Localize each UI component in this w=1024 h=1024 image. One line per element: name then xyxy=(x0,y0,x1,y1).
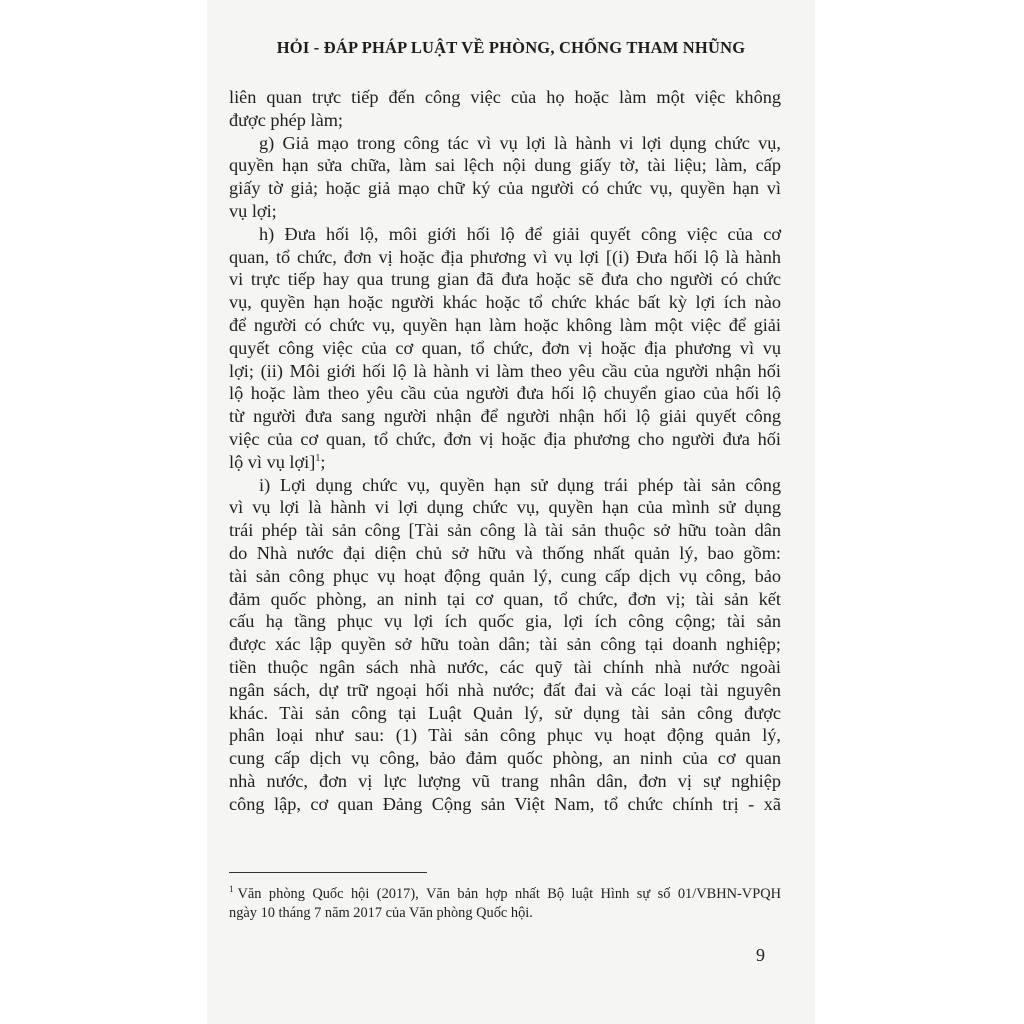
page-number: 9 xyxy=(756,945,765,965)
text-line: cấu hạ tầng phục vụ lợi ích quốc gia, lợi ích công cộng; tài sản xyxy=(229,611,781,632)
text-line: được phép làm; xyxy=(229,109,343,130)
text-line: quyền hạn sửa chữa, làm sai lệch nội dung giấy tờ, tài liệu; làm, cấp xyxy=(229,155,781,176)
text-line: ngân sách, dự trữ ngoại hối nhà nước; đất đai và các loại tài nguyên xyxy=(229,679,781,700)
text-line: từ người đưa sang người nhận để người nhận hối lộ giải quyết công xyxy=(229,406,781,427)
footnote-marker: 1 xyxy=(229,884,234,895)
text-line: tài sản công phục vụ hoạt động quản lý, cung cấp dịch vụ công, bảo xyxy=(229,565,781,586)
text-line xyxy=(229,451,781,474)
text-line: g) Giả mạo trong công tác vì vụ lợi là hành vi lợi dụng chức vụ, xyxy=(259,132,781,153)
text-line: liên quan trực tiếp đến công việc của họ hoặc làm một việc không xyxy=(229,87,781,107)
body-text xyxy=(229,86,781,816)
footnote-text: Văn phòng Quốc hội (2017), Văn bản hợp nhất Bộ luật Hình sự số 01/VBHN-VPQH xyxy=(237,886,781,902)
book-page xyxy=(207,0,815,1024)
text-line: quyết công việc của cơ quan, tổ chức, đơn vị hoặc địa phương vì vụ xyxy=(229,337,781,358)
paragraph-continuation xyxy=(229,86,781,132)
text-line: nhà nước, đơn vị lực lượng vũ trang nhân dân, đơn vị sự nghiệp xyxy=(229,770,781,791)
text-line: khác. Tài sản công tại Luật Quản lý, sử dụng tài sản công được xyxy=(229,702,781,723)
footnote-divider xyxy=(229,872,427,873)
text-line: do Nhà nước đại diện chủ sở hữu và thống nhất quản lý, bao gồm: xyxy=(229,542,781,563)
text-line: vụ, quyền hạn hoặc người khác hoặc tổ chức khác bất kỳ lợi ích nào xyxy=(229,292,781,313)
paragraph-h xyxy=(229,223,781,474)
text-line: vì vụ lợi là hành vi lợi dụng chức vụ, quyền hạn của mình sử dụng xyxy=(229,497,781,518)
text-line-tail: ; xyxy=(320,451,326,472)
text-line: đảm quốc phòng, an ninh tại cơ quan, tổ chức, đơn vị; tài sản kết xyxy=(229,588,781,609)
text-line: phân loại như sau: (1) Tài sản công phục vụ hoạt động quản lý, xyxy=(229,725,781,746)
text-line: lợi; (ii) Môi giới hối lộ là hành vi làm theo yêu cầu của người nhận hối xyxy=(229,360,781,381)
text-line: công lập, cơ quan Đảng Cộng sản Việt Nam, tổ chức chính trị - xã xyxy=(229,793,781,814)
footnote-reference[interactable]: 1 xyxy=(315,452,321,464)
text-line: được xác lập quyền sở hữu toàn dân; tài sản công tại doanh nghiệp; xyxy=(229,634,781,655)
text-line: vụ lợi; xyxy=(229,200,277,221)
text-line: để người có chức vụ, quyền hạn làm hoặc không làm một việc để giải xyxy=(229,314,781,335)
text-line: tiền thuộc ngân sách nhà nước, các quỹ tài chính nhà nước ngoài xyxy=(229,656,781,677)
text-line: i) Lợi dụng chức vụ, quyền hạn sử dụng trái phép tài sản công xyxy=(259,474,781,495)
text-line: việc của cơ quan, tổ chức, đơn vị hoặc địa phương cho người đưa hối xyxy=(229,428,781,449)
paragraph-g xyxy=(229,132,781,223)
running-header: HỎI - ĐÁP PHÁP LUẬT VỀ PHÒNG, CHỐNG THAM NHŨNG xyxy=(276,38,746,57)
footnote xyxy=(229,885,781,923)
text-line: trái phép tài sản công [Tài sản công là tài sản thuộc sở hữu toàn dân xyxy=(229,520,781,541)
text-line: giấy tờ giả; hoặc giả mạo chữ ký của người có chức vụ, quyền hạn vì xyxy=(229,178,781,199)
footnote-line: ngày 10 tháng 7 năm 2017 của Văn phòng Quốc hội. xyxy=(229,905,533,921)
text-line: h) Đưa hối lộ, môi giới hối lộ để giải quyết công việc của cơ xyxy=(259,223,781,244)
text-line: cung cấp dịch vụ công, bảo đảm quốc phòng, an ninh của cơ quan xyxy=(229,748,781,769)
text-line: lộ hoặc làm theo yêu cầu của người đưa hối lộ chuyển giao của hối lộ xyxy=(229,383,781,404)
text-line: quan, tổ chức, đơn vị hoặc địa phương vì vụ lợi [(i) Đưa hối lộ là hành xyxy=(229,246,781,267)
footnote-line xyxy=(229,885,781,904)
text-line: vi trực tiếp hay qua trung gian đã đưa hoặc sẽ đưa cho người có chức xyxy=(229,269,781,290)
paragraph-i xyxy=(229,474,781,816)
text-line-content: lộ vì vụ lợi] xyxy=(229,451,316,472)
